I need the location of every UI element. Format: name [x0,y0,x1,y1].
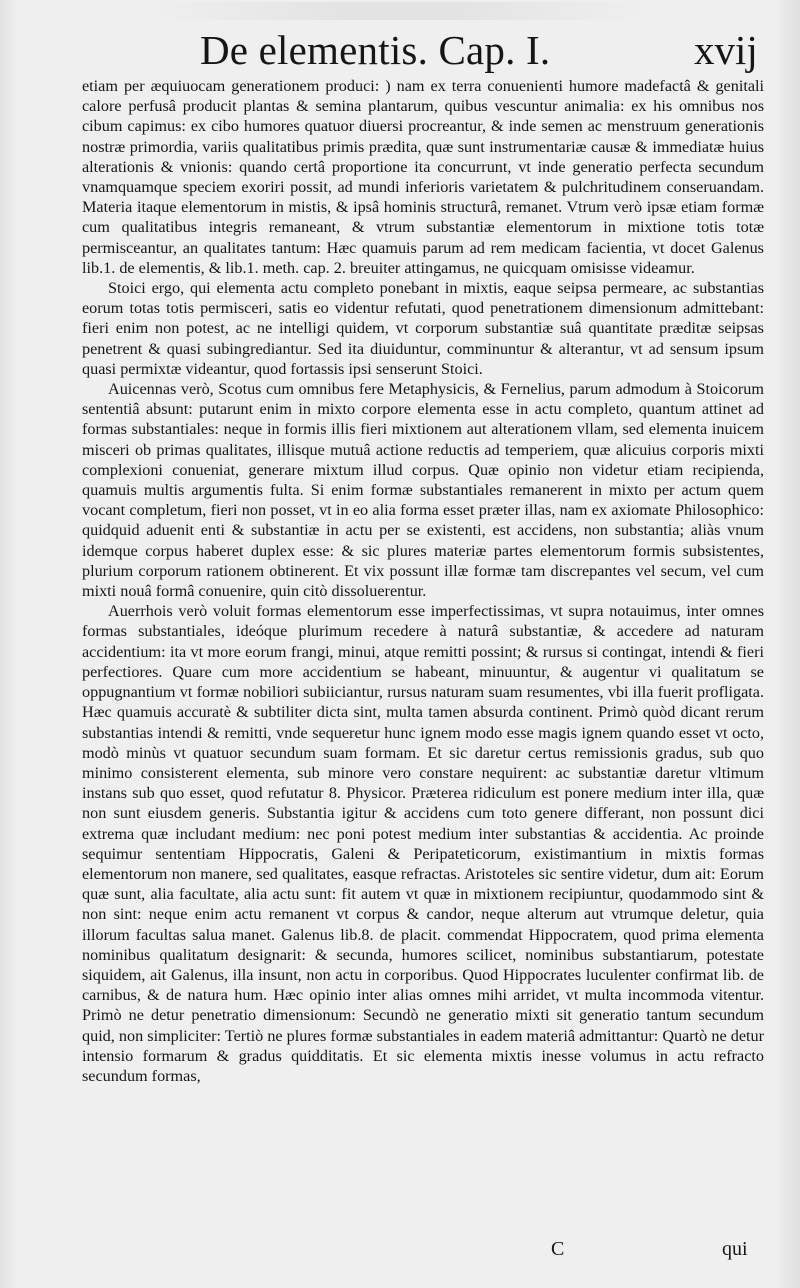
page-gutter-shadow [0,0,18,1288]
paragraph-auerrhois: Auerrhois verò voluit formas elementorum esse imperfectissimas, vt supra notauimus, inter omnes formas substantiales, ideóque plurimum recedere à naturâ substantiæ, & accedere ad naturam accidentium: ita vt more eorum frangi, minui, atque remitti possint; & rursus si contingat, intendi & fieri perfectiores. Quare cum more accidentium se habeant, minuuntur, & augentur vi qualitatum se oppugnantium vt formæ nobiliori subiiciantur, rursus naturam suam resumentes, vbi illa fuerit profligata. Hæc quamuis accuratè & subtiliter dicta sint, multa tamen absurda continent. Primò quòd dicant rerum substantias intendi & remitti, vnde sequeretur hunc ignem modo esse magis ignem quando esset vt octo, modò minùs vt quatuor secundum suam formam. Et sic daretur certus remissionis gradus, sub quo minimo consisterent elementa, sub minore vero constare nequirent: ac substantiæ daretur vltimum instans sub quo esset, quod refutatur 8. Physicor. Præterea ridiculum est ponere medium inter illa, quæ non sunt eiusdem generis. Substantia igitur & accidens cum toto genere differant, non possunt dici extrema quæ includant medium: nec poni potest medium inter substantias & accidentia. Ac proinde sequimur sententiam Hippocratis, Galeni & Peripateticorum, existimantium in mixtis formas elementorum non manere, sed qualitates, easque refractas. Aristoteles sic sentire videtur, dum ait: Eorum quæ sunt, alia facultate, alia actu sunt: fit autem vt quæ in mixtionem recipiuntur, quodammodo sint & non sint: neque enim actu remanent vt corpus & candor, neque alterum aut vtrumque deletur, quia illorum facultas salua manet. Galenus lib.8. de placit. commendat Hippocratem, quod prima elementa nominibus qualitatum designarit: & secunda, humores scilicet, nominibus substantiarum, potestate siquidem, ait Galenus, illa insunt, non actu in corporibus. Quod Hippocrates luculenter confirmat lib. de carnibus, & de natura hum. Hæc opinio inter alias omnes mihi arridet, vt multa incommoda vitentur. Primò ne detur penetratio dimensionum: Secundò ne generatio mixti sit generatio tantum secundum quid, non simpliciter: Tertiò ne plures formæ substantiales in eadem materiâ admittantur: Quartò ne detur intensio formarum & gradus quidditatis. Et sic elementa mixtis inesse volumus in actu refracto secundum formas, [82,602,764,1085]
signature-mark: C [551,1238,565,1260]
paragraph-continuation: etiam per æquiuocam generationem produci: ) nam ex terra conuenienti humore madefactâ & genitali calore perfusâ producit plantas & semina plantarum, quibus vescuntur animalia: ex his omnibus nos cibum capimus: ex cibo humores quatuor diuersi procreantur, & inde semen ac menstruum generationis nostræ primordia, variis qualitatibus primis prædita, quæ sunt instrumentariæ causæ & immediatæ huius alterationis & vnionis: quando certâ proportione ita concurrunt, vt inde generatio perfecta secundum vnamquamque speciem exoriri possit, ad mundi inferioris varietatem & pulchritudinem conseruandam. Materia itaque elementorum in mistis, & ipsâ hominis structurâ, remanet. Vtrum verò ipsæ etiam formæ cum qualitatibus integris remaneant, & vtrum substantiæ elementorum in mixtione totis totæ permisceantur, an qualitates tantum: Hæc quamuis parum ad rem medicam facientia, vt docet Galenus lib.1. de elementis, & lib.1. meth. cap. 2. breuiter attingamus, ne quicquam omisisse videamur. [82,77,764,277]
show-through-bleed [150,2,650,20]
folio-number: xvij [694,27,758,73]
page-edge-shadow [774,0,800,1288]
paragraph-stoici: Stoici ergo, qui elementa actu completo ponebant in mixtis, eaque seipsa permeare, ac substantias eorum totas totis permisceri, satis eo videntur refutati, quod penetrationem dimensionum admittebant: fieri enim non potest, ac ne intelligi quidem, vt corporum substantiæ suâ quantitate præditæ seipsas penetrent & quasi subingrediantur. Sed ita diuiduntur, comminuntur & alterantur, vt ad sensum ipsum quasi permixtæ videantur, quod fortassis ipsi senserunt Stoici. [82,279,764,378]
running-title: De elementis. Cap. I. [200,27,551,73]
page-header [0,22,800,74]
paragraph-auicennas: Auicennas verò, Scotus cum omnibus fere Metaphysicis, & Fernelius, parum admodum à Stoicorum sententiâ absunt: putarunt enim in mixto corpore elementa esse in actu completo, quantum attinet ad formas substantiales: neque in formis illis fieri mixtionem aut alterationem vllam, sed elementa inuicem misceri ob primas qualitates, illisque mutuâ actione reductis ad temperiem, quæ alicuius corporis mixti complexioni conueniat, generare mixtum illud corpus. Quæ opinio non videtur etiam recipienda, quamuis multis argumentis fulta. Si enim formæ substantiales remanerent in mixto per actum quem vocant completum, fieri non posset, vt in eo alia forma esset præter illas, nam ex axiomate Philosophico: quidquid aduenit enti & substantiæ in actu per se existenti, est accidens, non substantia; aliàs vnum idemque corpus haberet duplex esse: & sic plures materiæ partes elementorum formis subsistentes, plurium corporum rationem obtinerent. Et vix possunt illæ formæ tam discrepantes vel secum, vel cum mixti nouâ formâ conuenire, quin citò dissoluerentur. [82,380,764,601]
catchword: qui [722,1238,748,1260]
body-text [82,76,764,1086]
